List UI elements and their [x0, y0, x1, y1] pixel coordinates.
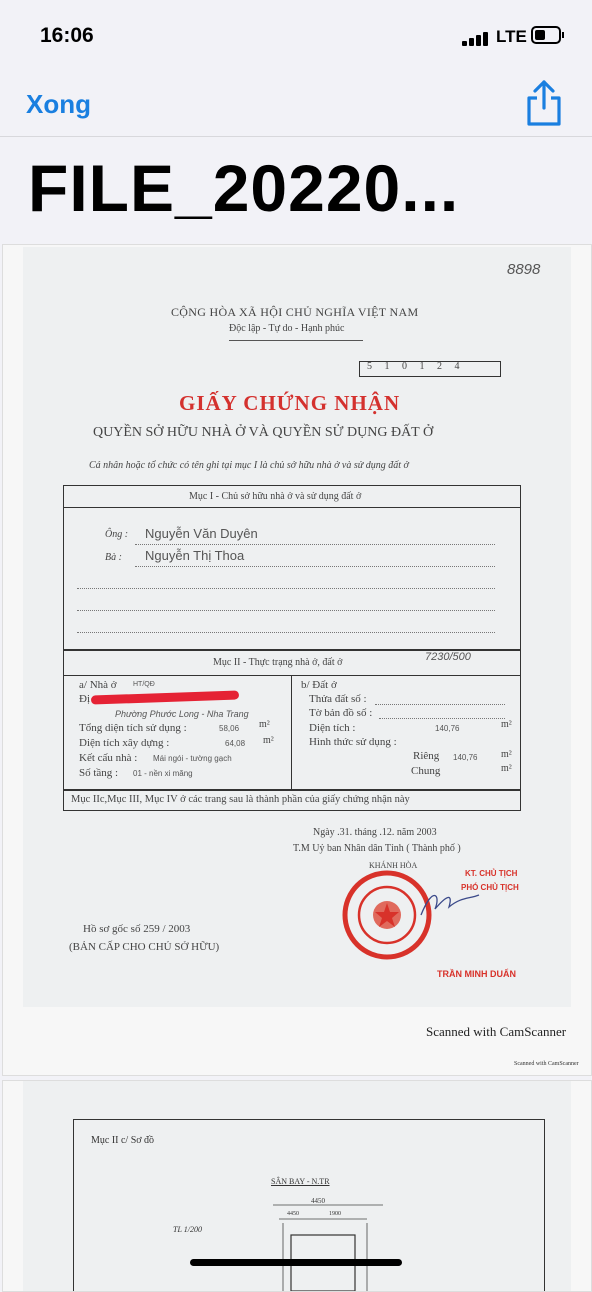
total-area-unit: m²	[259, 719, 270, 730]
national-header: CỘNG HÒA XÃ HỘI CHỦ NGHĨA VIỆT NAM	[171, 305, 419, 319]
certificate-title: GIẤY CHỨNG NHẬN	[179, 391, 401, 415]
parcel-label: Thửa đất số :	[309, 693, 367, 705]
build-area-unit: m²	[263, 735, 274, 746]
done-button[interactable]: Xong	[26, 89, 91, 119]
private-value: 140,76	[453, 753, 478, 762]
home-indicator[interactable]	[190, 1259, 402, 1266]
address-label: Đị	[79, 693, 90, 705]
national-motto: Độc lập - Tự do - Hạnh phúc	[229, 323, 345, 334]
usage-label: Hình thức sử dụng :	[309, 736, 397, 748]
section-1-title: Mục I - Chủ sở hữu nhà ở và sử dụng đất ở	[189, 491, 362, 502]
vice-title-1: KT. CHỦ TỊCH	[465, 869, 518, 878]
battery-icon	[531, 26, 561, 44]
dimension-a: 4450	[287, 1211, 299, 1217]
section-1-box	[63, 485, 521, 651]
intro-text: Cá nhân hoặc tổ chức có tên ghi tại mục I là chủ sở hữu nhà ở và sử dụng đất ở	[89, 460, 409, 471]
ward: Phường Phước Long - Nha Trang	[115, 709, 249, 719]
certificate-scan	[23, 247, 571, 1007]
signature-icon	[413, 875, 483, 925]
serial-number: 5 1 0 1 2 4	[367, 361, 465, 372]
certificate-subtitle: QUYỀN SỞ HỮU NHÀ Ở VÀ QUYỀN SỬ DỤNG ĐẤT Ở	[93, 425, 434, 440]
navigation-bar	[0, 72, 592, 137]
common-unit: m²	[501, 763, 512, 774]
committee-name: T.M Uỷ ban Nhân dân Tỉnh ( Thành phố )	[293, 843, 461, 854]
land-area-value: 140,76	[435, 724, 460, 733]
land-area-label: Diện tích :	[309, 722, 356, 734]
private-unit: m²	[501, 749, 512, 760]
owner-1-label: Ông :	[105, 529, 129, 540]
build-area-value: 64,08	[225, 739, 246, 748]
owner-2-label: Bà :	[105, 552, 122, 563]
land-label: b/ Đất ở	[301, 679, 337, 691]
status-bar	[0, 0, 592, 72]
build-area-label: Diện tích xây dựng :	[79, 737, 170, 749]
document-page-1[interactable]	[2, 244, 592, 1076]
scale-label: TL 1/200	[173, 1225, 202, 1234]
record-number: Hồ sơ gốc số 259 / 2003	[83, 923, 191, 935]
floors-value: 01 - nền xi măng	[133, 769, 193, 778]
common-label: Chung	[411, 765, 441, 777]
vice-title-2: PHÓ CHỦ TỊCH	[461, 883, 519, 892]
status-time: 16:06	[40, 24, 94, 47]
province-name: KHÁNH HÒA	[369, 861, 418, 870]
cellular-signal-icon	[462, 30, 490, 46]
total-area-value: 58,06	[219, 724, 240, 733]
sections-note: Mục IIc,Mục III, Mục IV ở các trang sau là thành phần của giấy chứng nhận này	[71, 794, 410, 805]
camscanner-watermark: Scanned with CamScanner	[426, 1024, 567, 1039]
land-area-unit: m²	[501, 719, 512, 730]
dimension-b: 1900	[329, 1211, 341, 1217]
network-type: LTE	[496, 27, 527, 46]
private-label: Riêng	[413, 750, 440, 762]
camscanner-watermark-small: Scanned with CamScanner	[514, 1061, 579, 1067]
floor-plan-sketch	[263, 1193, 393, 1292]
signer-name: TRẦN MINH DUẨN	[437, 969, 516, 979]
section-2-box	[63, 649, 521, 791]
corner-note: 8898	[507, 261, 541, 278]
map-sheet-label: Tờ bản đồ số :	[309, 707, 373, 719]
section-2-title: Mục II - Thực trạng nhà ở, đất ở	[213, 657, 343, 668]
file-title: FILE_20220...	[28, 151, 460, 225]
structure-value: Mái ngói - tường gạch	[153, 754, 232, 763]
section-2c-title: Mục II c/ Sơ đồ	[91, 1135, 155, 1146]
total-area-label: Tổng diện tích sử dụng :	[79, 722, 187, 734]
issue-date: Ngày .31. tháng .12. năm 2003	[313, 827, 437, 838]
dimension-total: 4450	[311, 1197, 325, 1205]
copy-note: (BẢN CẤP CHO CHỦ SỞ HỮU)	[69, 941, 220, 953]
share-icon[interactable]	[520, 78, 568, 128]
house-label: a/ Nhà ở	[79, 679, 117, 691]
section-2-note: 7230/500	[425, 651, 471, 663]
airport-label: SÂN BAY - N.TR	[271, 1177, 330, 1186]
floors-label: Số tầng :	[79, 767, 119, 779]
owner-1-name: Nguyễn Văn Duyên	[145, 526, 258, 541]
owner-2-name: Nguyễn Thị Thoa	[145, 548, 245, 563]
structure-label: Kết cấu nhà :	[79, 752, 138, 764]
house-value: HT/QĐ	[133, 681, 155, 688]
